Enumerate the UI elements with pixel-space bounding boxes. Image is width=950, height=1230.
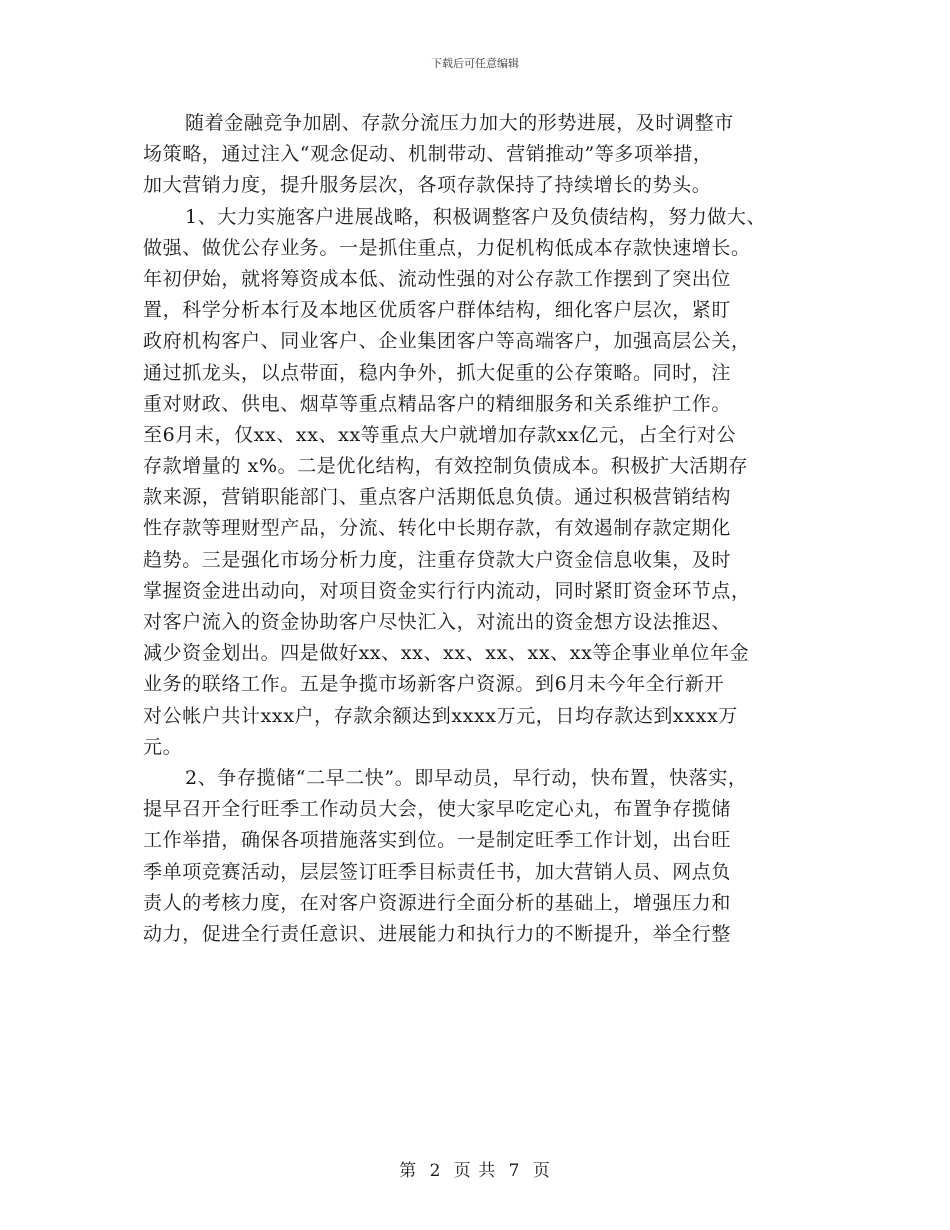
- paragraph-line: 减少资金划出。四是做好xx、xx、xx、xx、xx、xx等企事业单位年金: [143, 642, 750, 665]
- paragraph-line: 做强、做优公存业务。一是抓住重点，力促机构低成本存款快速增长。: [143, 236, 751, 259]
- paragraph-line: 款来源，营销职能部门、重点客户活期低息负债。通过积极营销结构: [143, 486, 732, 509]
- page-header: 下载后可任意编辑: [431, 57, 519, 70]
- paragraph-line: 对公帐户共计xxx户，存款余额达到xxxx万元，日均存款达到xxxx万: [143, 704, 738, 727]
- paragraph-line: 业务的联络工作。五是争揽市场新客户资源。到6月未今年全行新开: [143, 673, 725, 696]
- total-page-number: 7: [508, 1161, 521, 1181]
- paragraph-line: 政府机构客户、同业客户、企业集团客户等高端客户，加强高层公关，: [143, 330, 751, 353]
- paragraph-line: 2、争存揽储“二早二快”。即早动员，早行动，快布置，快落实，: [185, 766, 748, 789]
- paragraph-line: 1、大力实施客户进展战略，积极调整客户及负债结构，努力做大、: [185, 205, 767, 228]
- paragraph-line: 季单项竞赛活动，层层签订旺季目标责任书，加大营销人员、网点负: [143, 860, 732, 883]
- paragraph-line: 对客户流入的资金协助客户尽快汇入，对流出的资金想方设法推迟、: [143, 611, 732, 633]
- paragraph-line: 性存款等理财型产品，分流、转化中长期存款，有效遏制存款定期化: [143, 517, 732, 540]
- footer-middle: 页 共: [453, 1161, 497, 1181]
- paragraph-line: 工作举措，确保各项措施落实到位。一是制定旺季工作计划，出台旺: [143, 829, 732, 852]
- footer-suffix: 页: [532, 1161, 551, 1181]
- paragraph-line: 责人的考核力度，在对客户资源进行全面分析的基础上，增强压力和: [143, 891, 732, 914]
- paragraph-line: 通过抓龙头，以点带面，稳内争外，抓大促重的公存策略。同时，注: [143, 361, 732, 384]
- footer-prefix: 第: [399, 1161, 418, 1181]
- paragraph-line: 掌握资金进出动向，对项目资金实行行内流动，同时紧盯资金环节点，: [143, 579, 751, 602]
- paragraph-line: 场策略，通过注入“观念促动、机制带动、营销推动”等多项举措，: [143, 143, 713, 166]
- paragraph-line: 动力，促进全行责任意识、进展能力和执行力的不断提升，举全行整: [143, 922, 732, 945]
- paragraph-line: 至6月末，仅xx、xx、xx等重点大户就增加存款xx亿元，占全行对公: [143, 423, 737, 446]
- paragraph-line: 提早召开全行旺季工作动员大会，使大家早吃定心丸，布置争存揽储: [143, 798, 732, 821]
- paragraph-line: 置，科学分析本行及本地区优质客户群体结构，细化客户层次，紧盯: [143, 299, 732, 322]
- paragraph-line: 重对财政、供电、烟草等重点精品客户的精细服务和关系维护工作。: [143, 392, 732, 415]
- paragraph-line: 年初伊始，就将筹资成本低、流动性强的对公存款工作摆到了突出位: [143, 267, 732, 290]
- page-footer: [0, 1156, 950, 1181]
- current-page-number: 2: [429, 1161, 442, 1181]
- document-body: [143, 108, 803, 950]
- paragraph-line: 存款增量的 x%。二是优化结构，有效控制负债成本。积极扩大活期存: [143, 455, 749, 478]
- paragraph-line: 加大营销力度，提升服务层次，各项存款保持了持续增长的势头。: [143, 174, 712, 197]
- paragraph-line: 趋势。三是强化市场分析力度，注重存贷款大户资金信息收集，及时: [143, 548, 732, 571]
- paragraph-line: 元。: [143, 735, 183, 758]
- paragraph-line: 随着金融竞争加剧、存款分流压力加大的形势进展，及时调整市: [185, 112, 734, 134]
